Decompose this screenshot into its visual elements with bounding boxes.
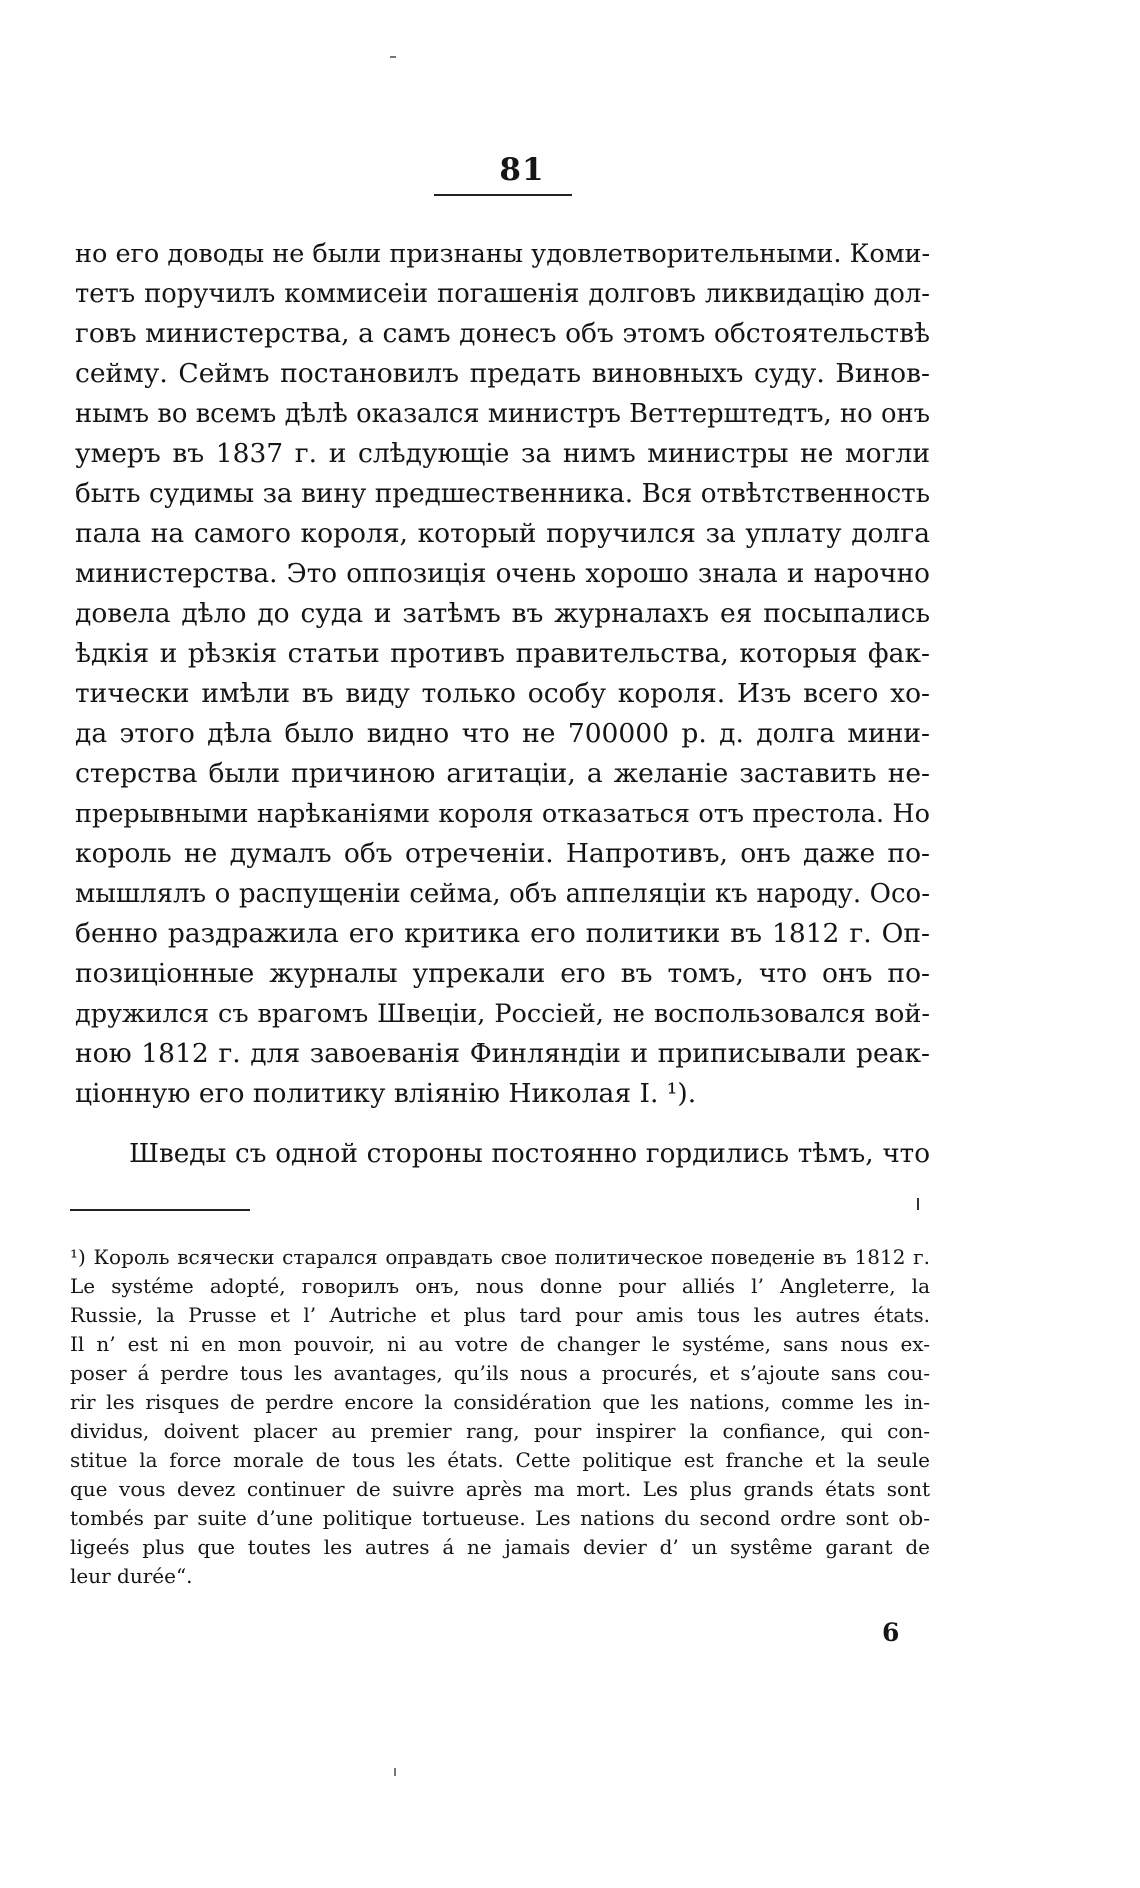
body-line: ціонную его политику вліянію Николая I. ¹). xyxy=(75,1078,697,1109)
signature-mark: 6 xyxy=(882,1618,900,1647)
body-line: да этого дѣла было видно что не 700000 р. д. долга мини- xyxy=(75,718,930,749)
footnote-line: dividus, doivent placer au premier rang, pour inspirer la confiance, qui con- xyxy=(70,1419,930,1443)
footnote-line: poser á perdre tous les avantages, qu’ils nous a procurés, et s’ajoute sans cou- xyxy=(70,1361,930,1385)
footnote-line: que vous devez continuer de suivre après ma mort. Les plus grands états sont xyxy=(70,1477,930,1501)
header-rule xyxy=(434,194,572,196)
scan-speck xyxy=(390,56,396,58)
footnote-line: tombés par suite d’une politique tortueuse. Les nations du second ordre sont ob- xyxy=(70,1506,930,1530)
footnote-line: ligeés plus que toutes les autres á ne jamais devier d’ un systême garant de xyxy=(70,1535,930,1559)
footnote-line: leur durée“. xyxy=(70,1564,193,1588)
body-line: бенно раздражила его критика его политики въ 1812 г. Оп- xyxy=(75,918,930,949)
body-line: говъ министерства, а самъ донесъ объ этомъ обстоятельствѣ xyxy=(75,318,930,349)
footnote-line: stitue la force morale de tous les états. Cette politique est franche et la seule xyxy=(70,1448,930,1472)
print-mark xyxy=(917,1198,919,1210)
body-line: Шведы съ одной стороны постоянно гордились тѣмъ, что xyxy=(129,1139,930,1169)
body-line: нымъ во всемъ дѣлѣ оказался министръ Веттерштедтъ, но онъ xyxy=(75,399,930,429)
footnote-separator xyxy=(70,1209,250,1211)
scan-speck xyxy=(394,1768,396,1776)
body-line: довела дѣло до суда и затѣмъ въ журналахъ ея посыпались xyxy=(75,598,930,629)
footnote-line: Il n’ est ni en mon pouvoir, ni au votre de changer le systéme, sans nous ex- xyxy=(70,1332,930,1356)
body-line: сейму. Сеймъ постановилъ предать виновныхъ суду. Винов- xyxy=(75,358,930,389)
body-line: ѣдкія и рѣзкія статьи противъ правительства, которыя фак- xyxy=(75,638,930,669)
body-line: позиціонные журналы упрекали его въ томъ, что онъ по- xyxy=(75,958,930,989)
footnote-line: Le systéme adopté, говорилъ онъ, nous donne pour alliés l’ Angleterre, la xyxy=(70,1274,930,1298)
footnote-line: Russie, la Prusse et l’ Autriche et plus tard pour amis tous les autres états. xyxy=(70,1303,930,1327)
body-line: король не думалъ объ отреченіи. Напротивъ, онъ даже по- xyxy=(75,838,930,869)
body-line: ною 1812 г. для завоеванія Финляндіи и приписывали реак- xyxy=(75,1038,930,1069)
body-line: тетъ поручилъ коммисеіи погашенія долговъ ликвидацію дол- xyxy=(75,279,930,309)
footnote-line: rir les risques de perdre encore la considération que les nations, comme les in- xyxy=(70,1390,930,1414)
body-line: тически имѣли въ виду только особу короля. Изъ всего хо- xyxy=(75,678,930,709)
body-line: прерывными нарѣканіями короля отказаться отъ престола. Но xyxy=(75,799,930,829)
footnote-line: ¹) Король всячески старался оправдать свое политическое поведеніе въ 1812 г. xyxy=(70,1245,930,1269)
body-line: но его доводы не были признаны удовлетворительными. Коми- xyxy=(75,239,931,269)
page-number: 81 xyxy=(499,152,545,188)
body-line: стерства были причиною агитаціи, а желаніе заставить не- xyxy=(75,758,930,789)
body-line: мышлялъ о распущеніи сейма, объ аппеляціи къ народу. Осо- xyxy=(75,879,930,909)
body-text xyxy=(75,234,930,1194)
body-line: пала на самого короля, который поручился за уплату долга xyxy=(75,518,930,549)
body-line: министерства. Это оппозиція очень хорошо знала и нарочно xyxy=(75,559,930,589)
body-line: быть судимы за вину предшественника. Вся отвѣтственность xyxy=(75,479,930,509)
body-line: умеръ въ 1837 г. и слѣдующіе за нимъ министры не могли xyxy=(75,438,930,469)
body-line: дружился съ врагомъ Швеціи, Россіей, не воспользовался вой- xyxy=(75,999,930,1029)
